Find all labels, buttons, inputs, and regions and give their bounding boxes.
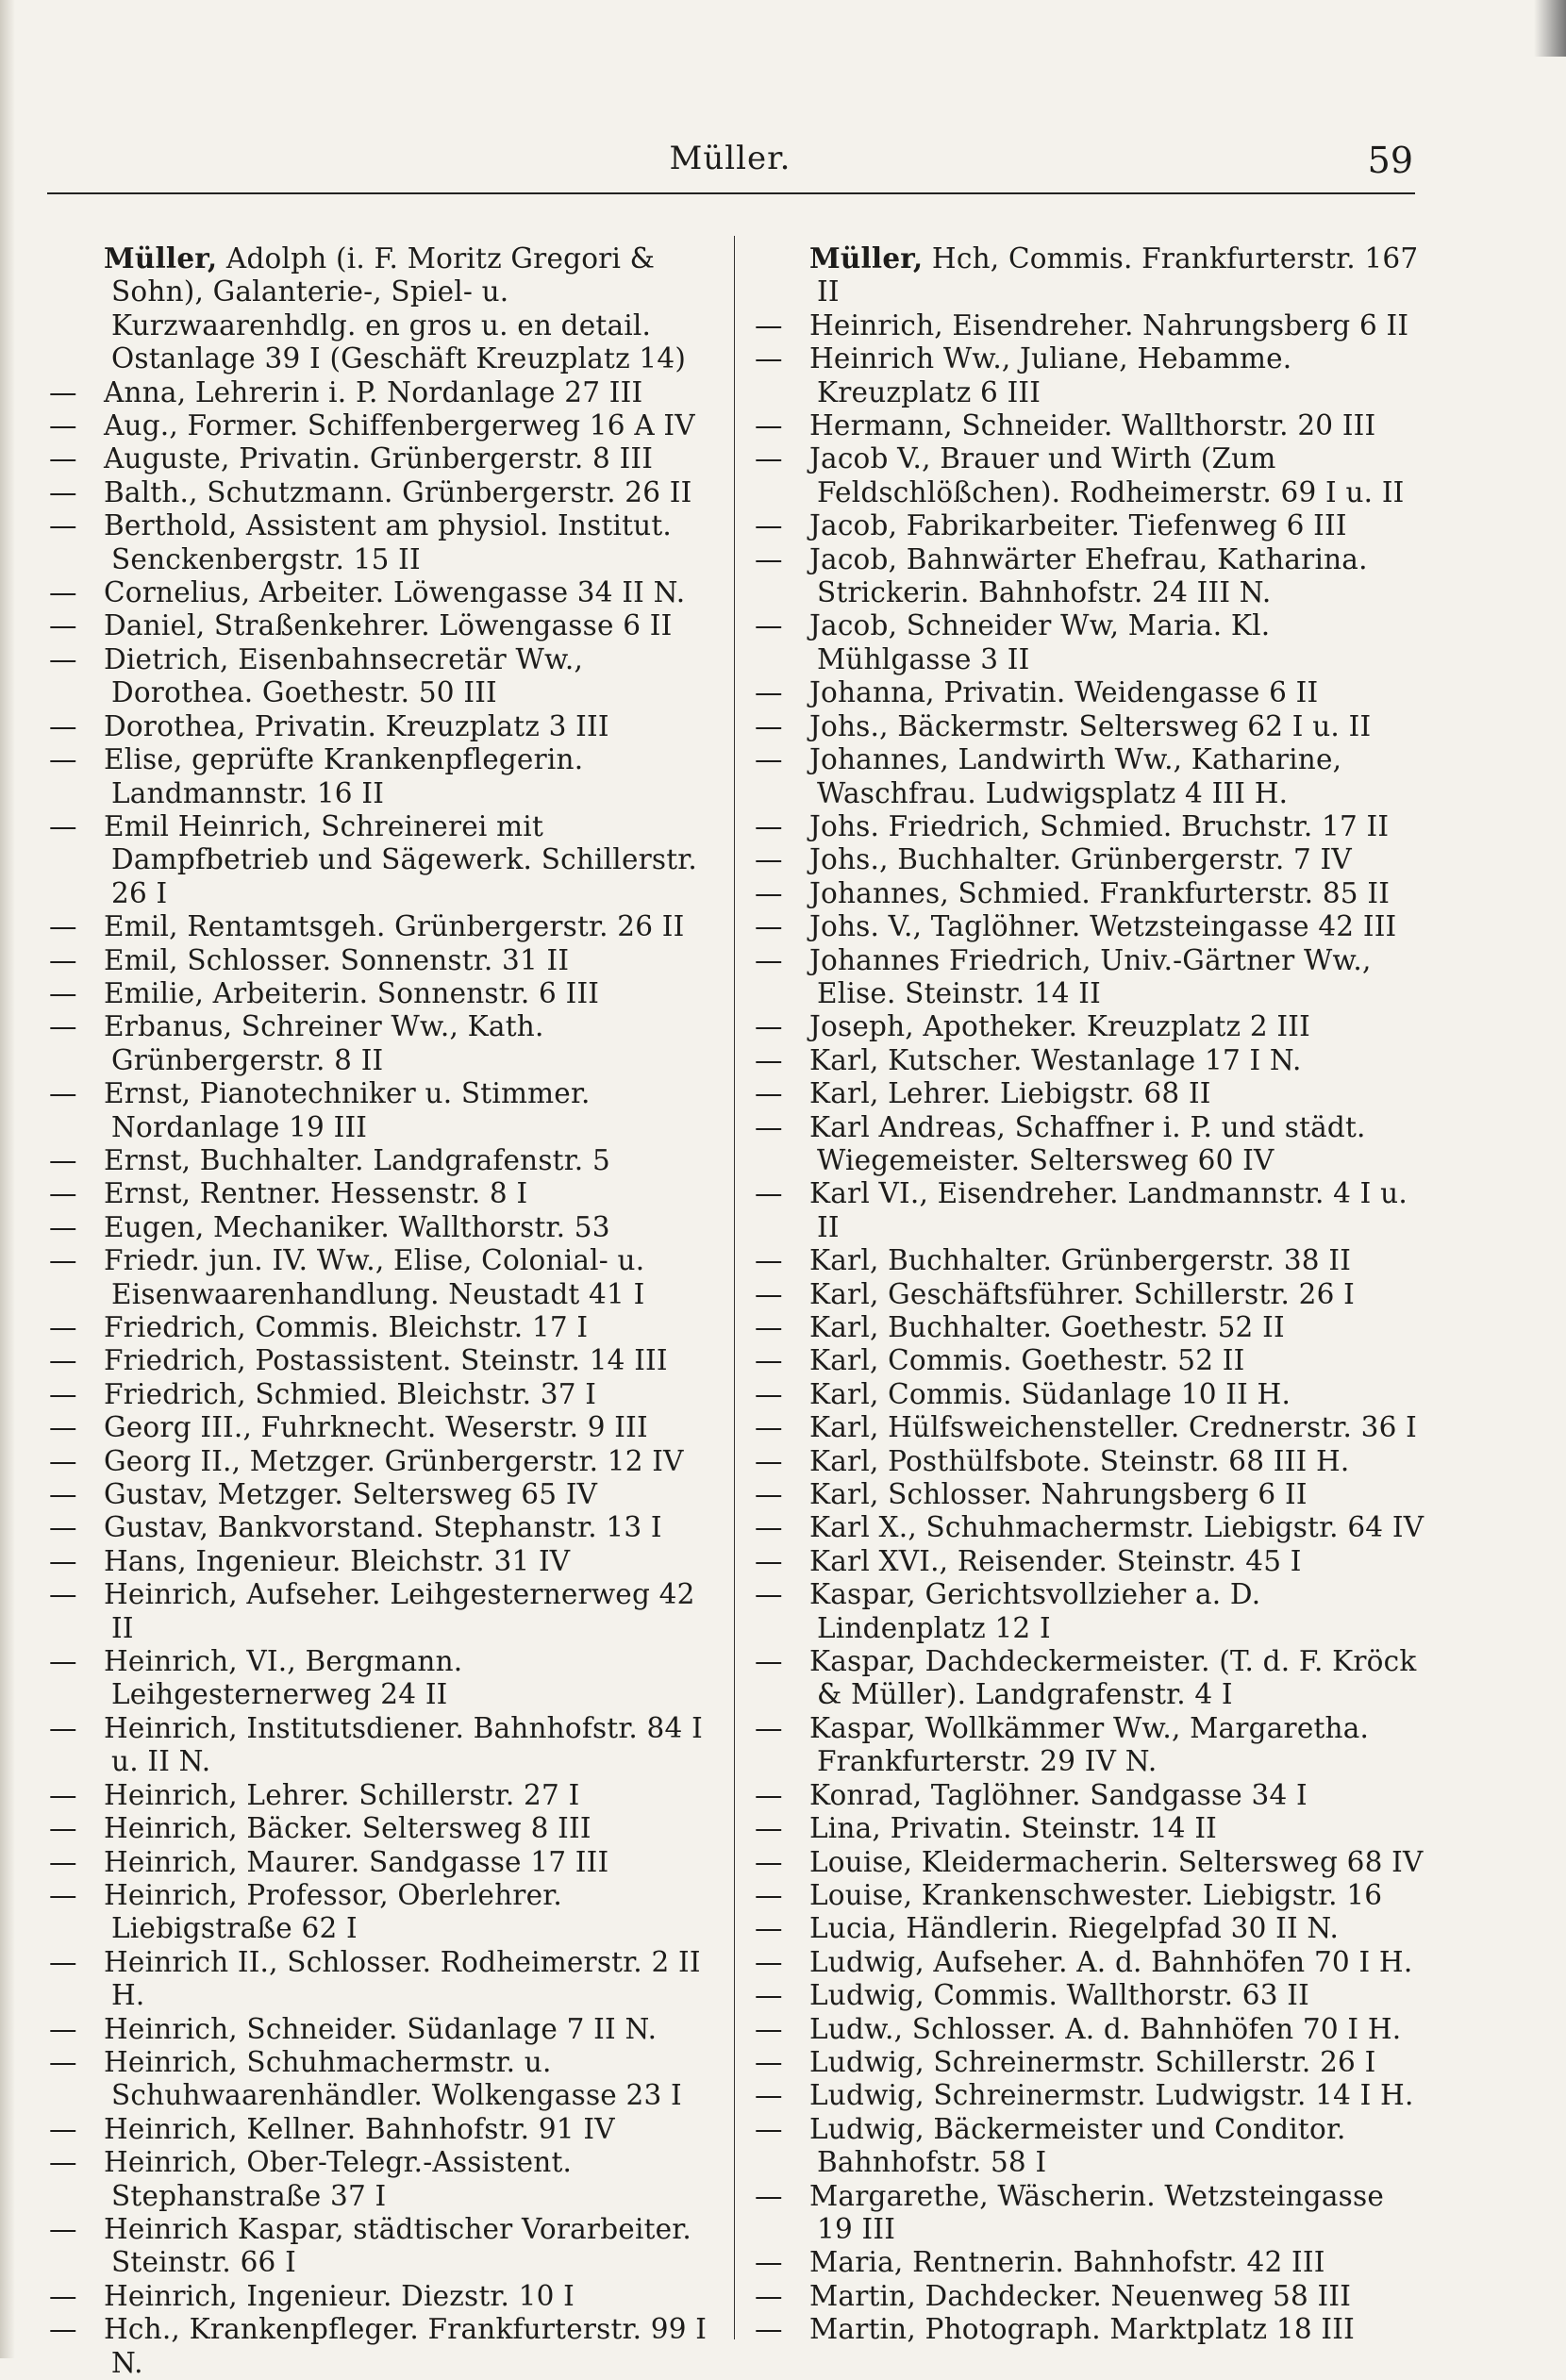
entry-text: Heinrich, Institutsdiener. Bahnhofstr. 84 I u. II N. — [104, 1711, 703, 1778]
entry-dash: — — [755, 1478, 783, 1511]
entry-dash: — — [755, 1444, 783, 1477]
entry-text: Karl, Geschäftsführer. Schillerstr. 26 I — [809, 1277, 1355, 1310]
entry-dash: — — [755, 1912, 783, 1945]
header-rule — [47, 192, 1415, 194]
entry-dash: — — [755, 2279, 783, 2312]
entry-dash: — — [755, 1010, 783, 1043]
entry-text: Ludwig, Schreinermstr. Schillerstr. 26 I — [809, 2045, 1376, 2078]
entry-dash: — — [49, 1478, 77, 1511]
directory-entry — [49, 442, 714, 475]
entry-text: Berthold, Assistent am physiol. Institut. Senckenbergstr. 15 II — [104, 509, 673, 575]
entry-text: Heinrich, Aufseher. Leihgesternerweg 42 II — [104, 1578, 695, 1644]
directory-entry — [755, 676, 1424, 709]
entry-text: Karl, Schlosser. Nahrungsberg 6 II — [809, 1478, 1308, 1511]
entry-text: Ludw., Schlosser. A. d. Bahnhöfen 70 I H. — [809, 2012, 1402, 2045]
entry-dash: — — [49, 1444, 77, 1477]
directory-entry — [49, 1211, 714, 1244]
entry-text: Heinrich Kaspar, städtischer Vorarbeiter. Steinstr. 66 I — [104, 2212, 691, 2279]
directory-entry — [755, 2113, 1424, 2180]
directory-entry — [755, 944, 1424, 1011]
entry-dash: — — [755, 1511, 783, 1544]
directory-entry — [49, 1846, 714, 1879]
directory-entry — [755, 1478, 1424, 1511]
entry-text: Hans, Ingenieur. Bleichstr. 31 IV — [104, 1544, 571, 1577]
entry-text: Heinrich, Maurer. Sandgasse 17 III — [104, 1845, 609, 1878]
directory-entry — [49, 241, 714, 376]
entry-text: Maria, Rentnerin. Bahnhofstr. 42 III — [809, 2246, 1325, 2279]
entry-text: Jacob, Schneider Ww, Maria. Kl. Mühlgasse 3 II — [809, 609, 1271, 675]
entry-dash: — — [49, 1878, 77, 1911]
directory-entry — [755, 1712, 1424, 1779]
directory-entry — [49, 2313, 714, 2380]
directory-entry — [49, 977, 714, 1010]
entry-dash: — — [49, 609, 77, 642]
entry-dash: — — [49, 1010, 77, 1043]
entry-text: Heinrich, Lehrer. Schillerstr. 27 I — [104, 1778, 580, 1811]
entry-text: Friedrich, Schmied. Bleichstr. 37 I — [104, 1377, 597, 1410]
directory-entry — [49, 810, 714, 910]
entry-dash: — — [755, 1344, 783, 1377]
entry-dash: — — [49, 1311, 77, 1343]
directory-entry — [755, 1545, 1424, 1578]
directory-entry — [755, 1779, 1424, 1812]
directory-entry — [755, 1278, 1424, 1311]
entry-text: Jacob, Bahnwärter Ehefrau, Katharina. Strickerin. Bahnhofstr. 24 III N. — [809, 542, 1368, 609]
directory-entry — [49, 1010, 714, 1077]
column-divider — [734, 236, 735, 2339]
directory-entry — [49, 1712, 714, 1779]
entry-dash: — — [49, 1344, 77, 1377]
entry-text: Kaspar, Dachdeckermeister. (T. d. F. Kröck & Müller). Landgrafenstr. 4 I — [809, 1645, 1417, 1711]
entry-text: Georg III., Fuhrknecht. Weserstr. 9 III — [104, 1411, 648, 1444]
entry-dash: — — [755, 1645, 783, 1678]
entry-dash: — — [755, 910, 783, 943]
entry-dash: — — [49, 2112, 77, 2145]
entry-text: Balth., Schutzmann. Grünbergerstr. 26 II — [104, 475, 692, 508]
directory-entry — [755, 810, 1424, 843]
entry-dash: — — [755, 342, 783, 375]
entry-dash: — — [755, 1845, 783, 1878]
directory-entry — [755, 543, 1424, 610]
entry-dash: — — [755, 542, 783, 575]
directory-entry — [49, 1244, 714, 1311]
entry-text: Karl Andreas, Schaffner i. P. und städt. Wiegemeister. Seltersweg 60 IV — [809, 1110, 1366, 1176]
directory-entry — [49, 1445, 714, 1478]
entry-text: Heinrich, Eisendreher. Nahrungsberg 6 II — [809, 308, 1409, 341]
page-number: 59 — [1367, 140, 1413, 181]
entry-text: Kaspar, Gerichtsvollzieher a. D. Lindenplatz 12 I — [809, 1578, 1261, 1644]
entry-text: Karl, Commis. Goethestr. 52 II — [809, 1344, 1245, 1377]
entry-text: Johs., Bäckermstr. Seltersweg 62 I u. II — [809, 709, 1372, 742]
directory-entry — [755, 1378, 1424, 1411]
directory-entry — [755, 743, 1424, 810]
directory-entry — [755, 1578, 1424, 1645]
directory-entry — [755, 1411, 1424, 1444]
directory-entry — [755, 609, 1424, 676]
entry-dash: — — [755, 709, 783, 742]
directory-entry — [49, 910, 714, 943]
entry-text: Georg II., Metzger. Grünbergerstr. 12 IV — [104, 1444, 684, 1477]
left-column — [49, 241, 714, 2380]
entry-dash: — — [49, 2045, 77, 2078]
entry-dash: — — [49, 1544, 77, 1577]
entry-dash: — — [755, 1711, 783, 1744]
entry-text: Heinrich, Ingenieur. Diezstr. 10 I — [104, 2279, 575, 2312]
entry-text: Emil, Schlosser. Sonnenstr. 31 II — [104, 943, 570, 976]
entry-dash: — — [755, 308, 783, 341]
entry-dash: — — [755, 442, 783, 475]
directory-entry — [49, 2146, 714, 2213]
entry-dash: — — [49, 1077, 77, 1110]
entry-text: Gustav, Bankvorstand. Stephanstr. 13 I — [104, 1511, 662, 1544]
entry-text: Louise, Krankenschwester. Liebigstr. 16 — [809, 1878, 1383, 1911]
directory-entry — [49, 1879, 714, 1946]
entry-text: Dorothea, Privatin. Kreuzplatz 3 III — [104, 709, 609, 742]
entry-text: Karl, Commis. Südanlage 10 II H. — [809, 1377, 1291, 1410]
directory-entry — [755, 442, 1424, 509]
entry-dash: — — [49, 2012, 77, 2045]
entry-text: Karl, Hülfsweichensteller. Crednerstr. 36 I — [809, 1411, 1418, 1444]
entry-dash: — — [755, 1778, 783, 1811]
entry-dash: — — [755, 1411, 783, 1444]
page-corner-shadow — [1534, 0, 1566, 57]
entry-dash: — — [755, 1979, 783, 2012]
directory-entry — [49, 1645, 714, 1712]
directory-entry — [755, 2246, 1424, 2279]
entry-text: Lucia, Händlerin. Riegelpfad 30 II N. — [809, 1912, 1340, 1945]
entry-dash: — — [49, 1578, 77, 1611]
entry-dash: — — [49, 475, 77, 508]
entry-text: Ernst, Rentner. Hessenstr. 8 I — [104, 1177, 528, 1210]
entry-text: Louise, Kleidermacherin. Seltersweg 68 IV — [809, 1845, 1424, 1878]
entry-text: Heinrich Ww., Juliane, Hebamme. Kreuzplatz 6 III — [809, 342, 1292, 408]
entry-text: Heinrich, VI., Bergmann. Leihgesternerweg 24 II — [104, 1645, 463, 1711]
directory-entry — [49, 2046, 714, 2113]
entry-dash: — — [49, 2313, 77, 2346]
directory-entry — [755, 1177, 1424, 1244]
directory-entry — [49, 376, 714, 409]
entry-dash: — — [755, 843, 783, 876]
directory-entry — [49, 1077, 714, 1144]
entry-text: Karl, Posthülfsbote. Steinstr. 68 III H. — [809, 1444, 1350, 1477]
directory-entry — [49, 509, 714, 576]
entry-text: Anna, Lehrerin i. P. Nordanlage 27 III — [104, 375, 643, 408]
entry-text: Ludwig, Aufseher. A. d. Bahnhöfen 70 I H. — [809, 1945, 1413, 1978]
directory-entry — [49, 1144, 714, 1177]
entry-dash: — — [49, 1945, 77, 1978]
entry-text: Heinrich, Bäcker. Seltersweg 8 III — [104, 1812, 591, 1845]
entry-text: Karl VI., Eisendreher. Landmannstr. 4 I u. II — [809, 1177, 1408, 1243]
entry-text: Karl, Buchhalter. Grünbergerstr. 38 II — [809, 1244, 1352, 1277]
entry-dash: — — [49, 2212, 77, 2245]
entry-dash: — — [49, 1645, 77, 1678]
entry-text: Ludwig, Bäckermeister und Conditor. Bahnhofstr. 58 I — [809, 2112, 1346, 2179]
entry-text: Erbanus, Schreiner Ww., Kath. Grünbergerstr. 8 II — [104, 1010, 544, 1076]
directory-entry — [755, 1111, 1424, 1178]
entry-text: Margarethe, Wäscherin. Wetzsteingasse 19 III — [809, 2179, 1385, 2245]
directory-entry — [49, 944, 714, 977]
entry-dash: — — [49, 442, 77, 475]
entry-dash: — — [49, 1210, 77, 1243]
entry-text: Emilie, Arbeiterin. Sonnenstr. 6 III — [104, 976, 600, 1009]
entry-text: Konrad, Taglöhner. Sandgasse 34 I — [809, 1778, 1308, 1811]
directory-entry — [755, 2280, 1424, 2313]
entry-text: Johannes, Schmied. Frankfurterstr. 85 II — [809, 876, 1391, 909]
directory-entry — [49, 609, 714, 642]
directory-entry — [755, 843, 1424, 876]
entry-text: Gustav, Metzger. Seltersweg 65 IV — [104, 1478, 598, 1511]
entry-dash: — — [755, 2313, 783, 2346]
entry-text: Aug., Former. Schiffenbergerweg 16 A IV — [104, 409, 695, 442]
entry-text: Jacob V., Brauer und Wirth (Zum Feldschlößchen). Rodheimerstr. 69 I u. II — [809, 442, 1405, 508]
entry-surname: Müller, — [104, 241, 218, 275]
directory-entry — [755, 2313, 1424, 2346]
entry-dash: — — [755, 1878, 783, 1911]
entry-dash: — — [755, 809, 783, 842]
directory-entry — [755, 1010, 1424, 1043]
directory-entry — [755, 1946, 1424, 1979]
entry-dash: — — [755, 1110, 783, 1143]
entry-text: Ludwig, Schreinermstr. Ludwigstr. 14 I H. — [809, 2079, 1414, 2112]
directory-entry — [755, 1445, 1424, 1478]
entry-dash: — — [49, 2146, 77, 2179]
entry-text: Emil, Rentamtsgeh. Grünbergerstr. 26 II — [104, 910, 685, 943]
entry-text: Eugen, Mechaniker. Wallthorstr. 53 — [104, 1210, 610, 1243]
entry-text: Martin, Photograph. Marktplatz 18 III — [809, 2313, 1355, 2346]
directory-entry — [755, 1645, 1424, 1712]
directory-entry — [49, 1378, 714, 1411]
entry-text: Hch., Krankenpfleger. Frankfurterstr. 99 I N. — [104, 2313, 708, 2379]
entry-dash: — — [49, 976, 77, 1009]
entry-dash: — — [49, 375, 77, 408]
entry-dash: — — [49, 1845, 77, 1878]
directory-entry — [755, 1879, 1424, 1912]
entry-text: Heinrich, Professor, Oberlehrer. Liebigstraße 62 I — [104, 1878, 562, 1945]
directory-entry — [755, 342, 1424, 409]
entry-dash: — — [755, 2079, 783, 2112]
entry-text: Heinrich, Ober-Telegr.-Assistent. Stephanstraße 37 I — [104, 2146, 573, 2212]
entry-dash: — — [755, 2112, 783, 2145]
entry-text: Karl, Buchhalter. Goethestr. 52 II — [809, 1311, 1285, 1343]
directory-entry — [755, 2013, 1424, 2046]
directory-entry — [49, 1511, 714, 1544]
entry-dash: — — [49, 1411, 77, 1444]
entry-dash: — — [755, 1244, 783, 1277]
directory-entry — [49, 710, 714, 743]
entry-text: Joseph, Apotheker. Kreuzplatz 2 III — [809, 1010, 1310, 1043]
directory-entry — [49, 743, 714, 810]
entry-dash: — — [755, 1377, 783, 1410]
entry-dash: — — [755, 876, 783, 909]
entry-text: Elise, geprüfte Krankenpflegerin. Landmannstr. 16 II — [104, 743, 584, 809]
entry-dash: — — [755, 2246, 783, 2279]
directory-entry — [755, 409, 1424, 442]
directory-entry — [49, 1478, 714, 1511]
entry-dash: — — [49, 1511, 77, 1544]
entry-dash: — — [49, 1711, 77, 1744]
directory-entry — [49, 643, 714, 710]
entry-text: Jacob, Fabrikarbeiter. Tiefenweg 6 III — [809, 509, 1347, 542]
entry-dash: — — [755, 676, 783, 709]
directory-entry — [49, 1812, 714, 1845]
entry-text: Martin, Dachdecker. Neuenweg 58 III — [809, 2279, 1352, 2312]
entry-dash: — — [755, 743, 783, 776]
directory-entry — [755, 2046, 1424, 2079]
directory-entry — [755, 309, 1424, 342]
entry-dash: — — [755, 2045, 783, 2078]
entry-text: Johs. Friedrich, Schmied. Bruchstr. 17 II — [809, 809, 1390, 842]
entry-text: Friedrich, Postassistent. Steinstr. 14 III — [104, 1344, 668, 1377]
entry-text: Heinrich II., Schlosser. Rodheimerstr. 2 II H. — [104, 1945, 701, 2012]
directory-entry — [49, 2280, 714, 2313]
entry-dash: — — [49, 2279, 77, 2312]
directory-entry — [755, 1979, 1424, 2012]
directory-entry — [49, 576, 714, 609]
entry-dash: — — [49, 642, 77, 675]
entry-text: Friedr. jun. IV. Ww., Elise, Colonial- u. Eisenwaarenhandlung. Neustadt 41 I — [104, 1244, 645, 1310]
entry-text: Ernst, Buchhalter. Landgrafenstr. 5 — [104, 1143, 610, 1176]
page-binding-shadow — [0, 0, 15, 2358]
entry-dash: — — [49, 910, 77, 943]
directory-entry — [755, 710, 1424, 743]
directory-entry — [49, 1779, 714, 1812]
entry-dash: — — [49, 1377, 77, 1410]
directory-entry — [49, 409, 714, 442]
directory-entry — [755, 2079, 1424, 2112]
entry-text: Johannes, Landwirth Ww., Katharine, Waschfrau. Ludwigsplatz 4 III H. — [809, 743, 1342, 809]
entry-dash: — — [49, 809, 77, 842]
entry-dash: — — [49, 1177, 77, 1210]
entry-text: Karl, Kutscher. Westanlage 17 I N. — [809, 1043, 1302, 1076]
entry-text: Johanna, Privatin. Weidengasse 6 II — [809, 676, 1319, 709]
entry-dash: — — [49, 509, 77, 542]
right-column — [755, 241, 1424, 2347]
entry-dash: — — [755, 509, 783, 542]
directory-entry — [755, 1244, 1424, 1277]
directory-entry — [49, 1177, 714, 1210]
directory-entry — [49, 1411, 714, 1444]
directory-entry — [755, 1044, 1424, 1077]
entry-text: Hermann, Schneider. Wallthorstr. 20 III — [809, 409, 1376, 442]
directory-entry — [755, 1912, 1424, 1945]
directory-entry — [755, 1812, 1424, 1845]
entry-text: Ernst, Pianotechniker u. Stimmer. Nordanlage 19 III — [104, 1077, 591, 1143]
entry-dash: — — [755, 1277, 783, 1310]
entry-text: Lina, Privatin. Steinstr. 14 II — [809, 1812, 1218, 1845]
entry-dash: — — [49, 1812, 77, 1845]
directory-entry — [755, 241, 1424, 309]
entry-text: Johannes Friedrich, Univ.-Gärtner Ww., Elise. Steinstr. 14 II — [809, 943, 1372, 1009]
directory-entry — [49, 476, 714, 509]
entry-dash: — — [755, 1311, 783, 1343]
entry-dash: — — [49, 409, 77, 442]
entry-dash: — — [49, 1143, 77, 1176]
directory-entry — [49, 1545, 714, 1578]
entry-text: Friedrich, Commis. Bleichstr. 17 I — [104, 1311, 589, 1343]
running-title: Müller. — [669, 140, 791, 177]
directory-entry — [49, 2213, 714, 2280]
entry-text: Karl X., Schuhmachermstr. Liebigstr. 64 IV — [809, 1511, 1424, 1544]
directory-entry — [755, 1344, 1424, 1377]
entry-dash: — — [755, 1043, 783, 1076]
entry-text: Emil Heinrich, Schreinerei mit Dampfbetrieb und Sägewerk. Schillerstr. 26 I — [104, 809, 697, 909]
entry-dash: — — [755, 609, 783, 642]
entry-dash: — — [49, 709, 77, 742]
entry-dash: — — [755, 943, 783, 976]
directory-entry — [49, 2113, 714, 2146]
entry-surname: Müller, — [809, 241, 924, 275]
entry-dash: — — [755, 1544, 783, 1577]
entry-text: Heinrich, Schneider. Südanlage 7 II N. — [104, 2012, 658, 2045]
entry-text: Hch, Commis. Frankfurterstr. 167 II — [817, 242, 1419, 308]
entry-text: Karl XVI., Reisender. Steinstr. 45 I — [809, 1544, 1302, 1577]
directory-entry — [755, 1846, 1424, 1879]
directory-entry — [755, 1511, 1424, 1544]
entry-text: Dietrich, Eisenbahnsecretär Ww., Dorothea. Goethestr. 50 III — [104, 642, 584, 709]
directory-entry — [755, 910, 1424, 943]
entry-dash: — — [49, 1778, 77, 1811]
entry-text: Daniel, Straßenkehrer. Löwengasse 6 II — [104, 609, 673, 642]
entry-dash: — — [755, 1812, 783, 1845]
entry-dash: — — [755, 1945, 783, 1978]
entry-dash: — — [755, 1578, 783, 1611]
directory-entry — [755, 509, 1424, 542]
directory-entry — [49, 1946, 714, 2013]
entry-dash: — — [755, 1077, 783, 1110]
entry-text: Heinrich, Kellner. Bahnhofstr. 91 IV — [104, 2112, 615, 2145]
directory-entry — [755, 1077, 1424, 1110]
entry-text: Cornelius, Arbeiter. Löwengasse 34 II N. — [104, 576, 686, 609]
entry-dash: — — [755, 409, 783, 442]
entry-dash: — — [49, 743, 77, 776]
entry-dash: — — [49, 1244, 77, 1277]
directory-entry — [49, 1344, 714, 1377]
running-head — [47, 140, 1413, 189]
directory-entry — [755, 2180, 1424, 2247]
entry-text: Ludwig, Commis. Wallthorstr. 63 II — [809, 1979, 1309, 2012]
entry-text: Auguste, Privatin. Grünbergerstr. 8 III — [104, 442, 654, 475]
directory-entry — [49, 1311, 714, 1344]
entry-dash: — — [49, 576, 77, 609]
entry-text: Johs., Buchhalter. Grünbergerstr. 7 IV — [809, 843, 1352, 876]
directory-entry — [49, 2013, 714, 2046]
entry-text: Kaspar, Wollkämmer Ww., Margaretha. Frankfurterstr. 29 IV N. — [809, 1711, 1370, 1778]
entry-text: Karl, Lehrer. Liebigstr. 68 II — [809, 1077, 1211, 1110]
entry-dash: — — [755, 2179, 783, 2212]
directory-entry — [755, 877, 1424, 910]
entry-dash: — — [755, 2012, 783, 2045]
entry-dash: — — [755, 1177, 783, 1210]
directory-entry — [755, 1311, 1424, 1344]
entry-text: Adolph (i. F. Moritz Gregori & Sohn), Galanterie-, Spiel- u. Kurzwaarenhdlg. en gros u. en detail. Ostanlage 39 I (Geschäft Kreuzplatz 14) — [111, 242, 687, 375]
entry-text: Johs. V., Taglöhner. Wetzsteingasse 42 III — [809, 910, 1397, 943]
entry-text: Heinrich, Schuhmachermstr. u. Schuhwaarenhändler. Wolkengasse 23 I — [104, 2045, 682, 2112]
directory-entry — [49, 1578, 714, 1645]
entry-dash: — — [49, 943, 77, 976]
